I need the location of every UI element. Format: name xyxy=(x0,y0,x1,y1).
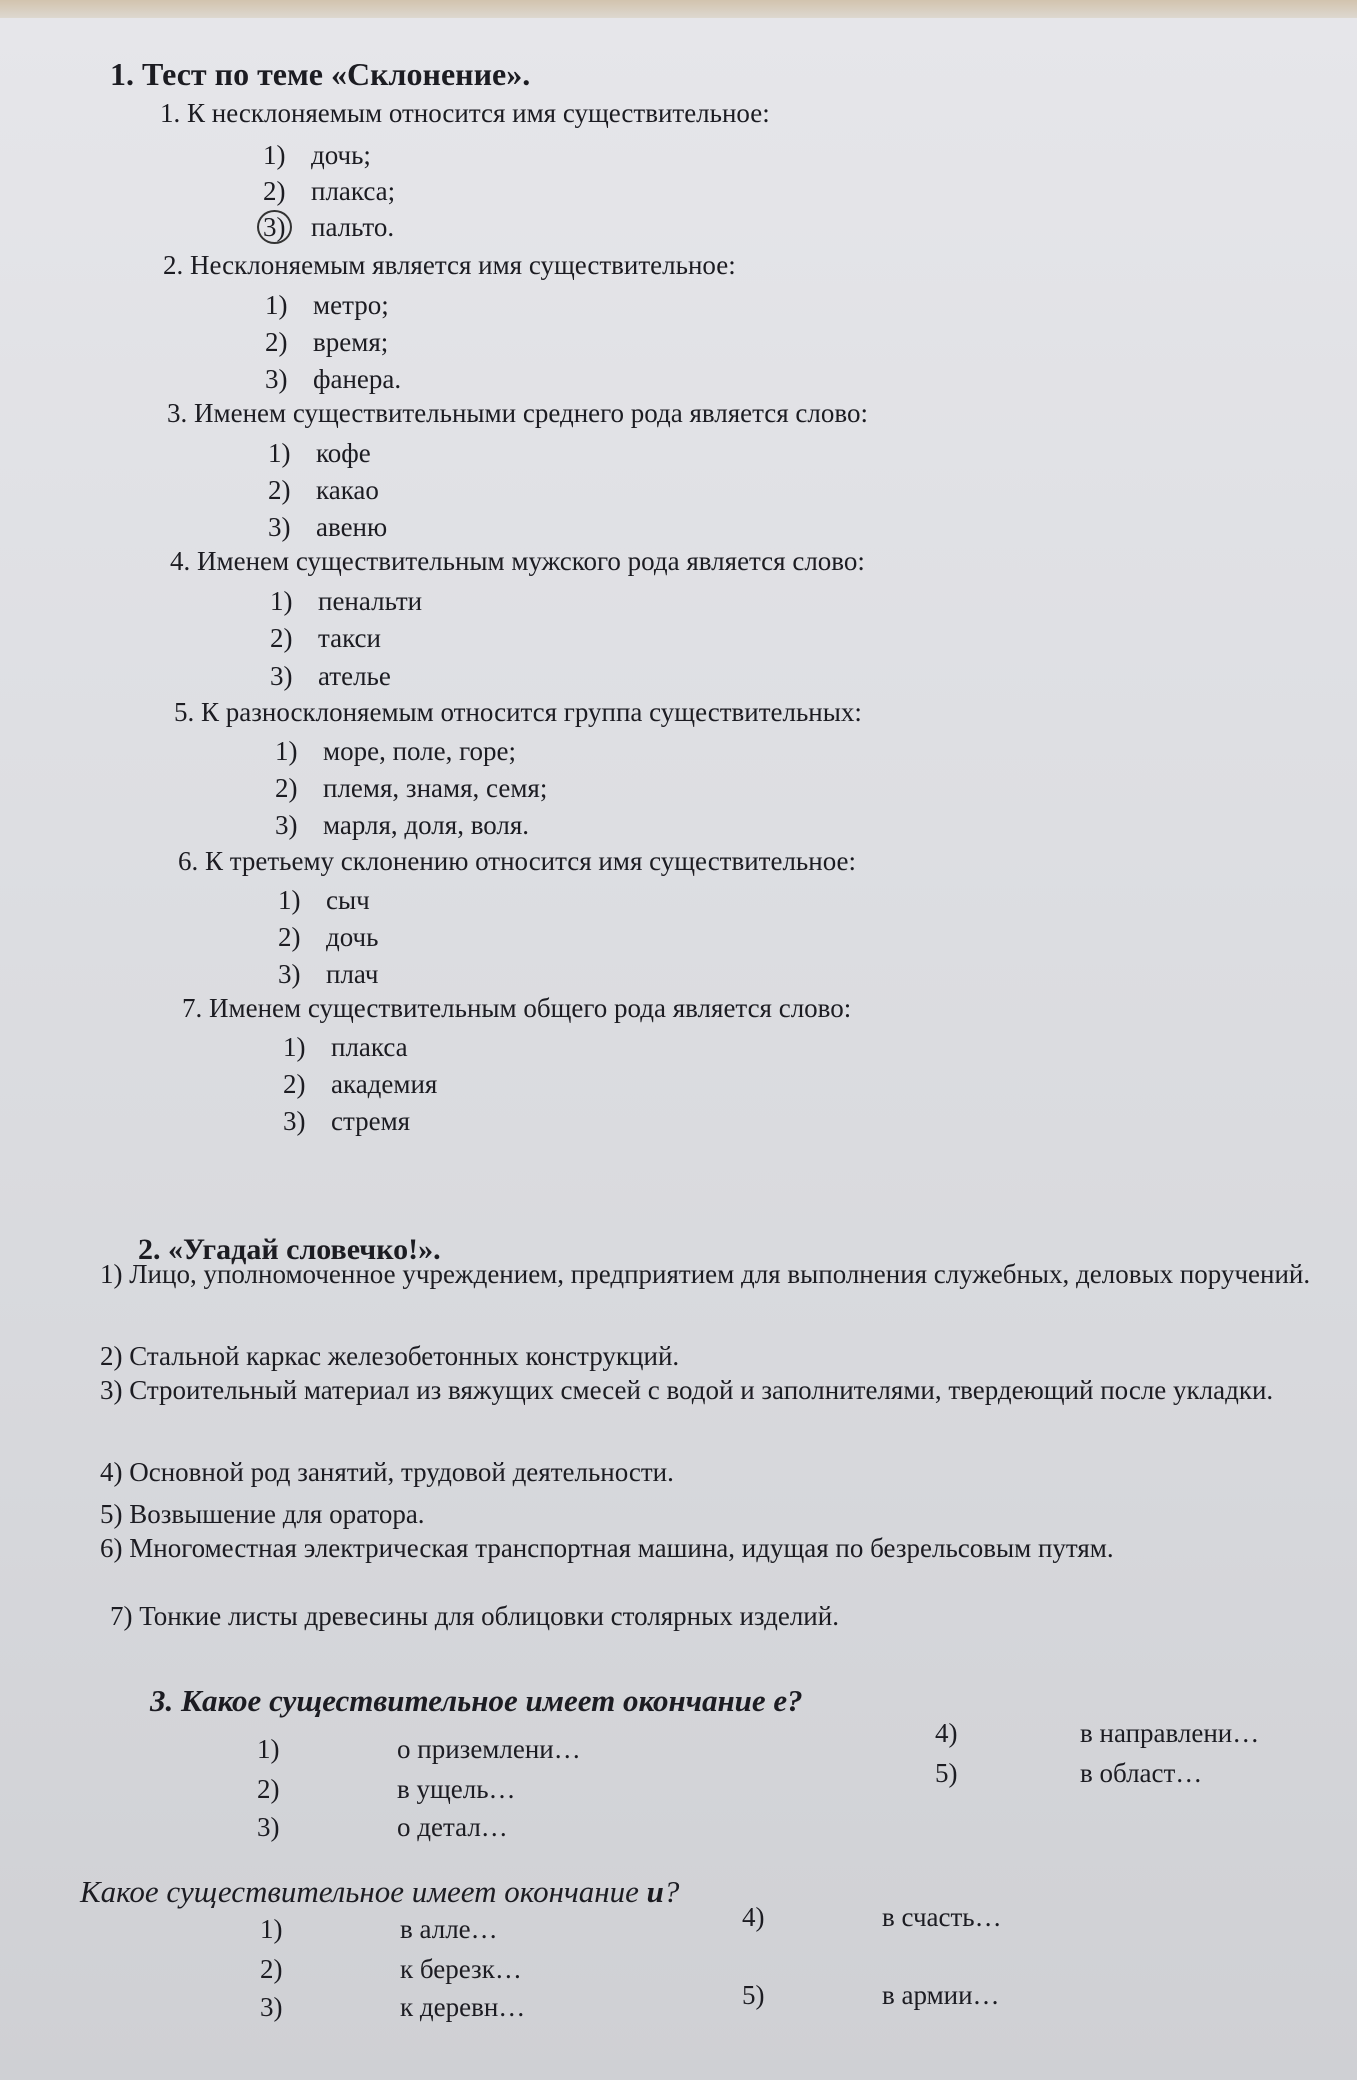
blank-item: 5) в армии… xyxy=(742,1980,1000,2010)
option: 3) плач xyxy=(278,959,379,989)
definition-item: 5) Возвышение для оратора. xyxy=(100,1499,425,1529)
definition-item: 6) Многоместная электрическая транспортная машина, идущая по безрельсовым путям. xyxy=(100,1533,1114,1563)
blank-item: 4) в счасть… xyxy=(742,1902,1002,1932)
option-selected: 3) пальто. xyxy=(263,212,394,243)
option: 1) метро; xyxy=(265,290,389,320)
option: 2) такси xyxy=(270,623,381,653)
option: 2) какао xyxy=(268,475,379,505)
blank-item: 3) к деревн… xyxy=(260,1992,526,2022)
definition-item: 3) Строительный материал из вяжущих смесей с водой и заполнителями, твердеющий после укладки. xyxy=(100,1375,1274,1405)
question-4: 4. Именем существительным мужского рода является слово: xyxy=(170,546,865,576)
blank-item: 4) в направлени… xyxy=(935,1718,1260,1748)
answer-circle-mark: 3) xyxy=(257,210,292,244)
question-7: 7. Именем существительным общего рода является слово: xyxy=(182,993,852,1023)
option: 2) время; xyxy=(265,327,389,357)
section-3-title: 3. Какое существительное имеет окончание е? xyxy=(150,1683,803,1718)
option: 2) племя, знамя, семя; xyxy=(275,773,548,803)
question-5: 5. К разносклоняемым относится группа существительных: xyxy=(174,697,862,727)
page-title: 1. Тест по теме «Склонение». xyxy=(110,56,531,92)
option: 1) кофе xyxy=(268,438,371,468)
definition-item: 7) Тонкие листы древесины для облицовки столярных изделий. xyxy=(110,1601,839,1631)
section-2-title: 2. «Угадай словечко!». xyxy=(138,1233,441,1266)
question-3: 3. Именем существительными среднего рода является слово: xyxy=(167,398,868,428)
option: 3) стремя xyxy=(283,1106,411,1136)
blank-item: 2) к березк… xyxy=(260,1954,522,1984)
option: 1) дочь; xyxy=(263,140,371,170)
question-1: 1. К несклоняемым относится имя существительное: xyxy=(160,98,770,128)
option: 2) академия xyxy=(283,1069,438,1099)
option: 3) фанера. xyxy=(265,364,402,394)
definition-item: 4) Основной род занятий, трудовой деятельности. xyxy=(100,1457,674,1487)
question-2: 2. Несклоняемым является имя существительное: xyxy=(163,250,736,280)
option: 1) сыч xyxy=(278,885,370,915)
option: 3) ателье xyxy=(270,661,391,691)
blank-item: 1) в алле… xyxy=(260,1914,498,1944)
table-edge xyxy=(0,0,1357,18)
option: 2) дочь xyxy=(278,922,379,952)
option: 3) авеню xyxy=(268,512,388,542)
option: 1) пенальти xyxy=(270,586,423,616)
blank-item: 2) в ущель… xyxy=(257,1774,516,1804)
blank-item: 3) о детал… xyxy=(257,1812,508,1842)
definition-item: 2) Стальной каркас железобетонных конструкций. xyxy=(100,1341,680,1371)
blank-item: 1) о приземлени… xyxy=(257,1734,581,1764)
question-6: 6. К третьему склонению относится имя существительное: xyxy=(178,846,857,876)
option: 3) марля, доля, воля. xyxy=(275,810,530,840)
definition-item: 1) Лицо, уполномоченное учреждением, предприятием для выполнения служебных, деловых поручений. xyxy=(100,1259,1311,1289)
blank-item: 5) в област… xyxy=(935,1758,1203,1788)
option: 1) плакса xyxy=(283,1032,408,1062)
section-4-title: Какое существительное имеет окончание и? xyxy=(80,1874,680,1909)
option: 2) плакса; xyxy=(263,176,396,206)
option: 1) море, поле, горе; xyxy=(275,736,517,766)
